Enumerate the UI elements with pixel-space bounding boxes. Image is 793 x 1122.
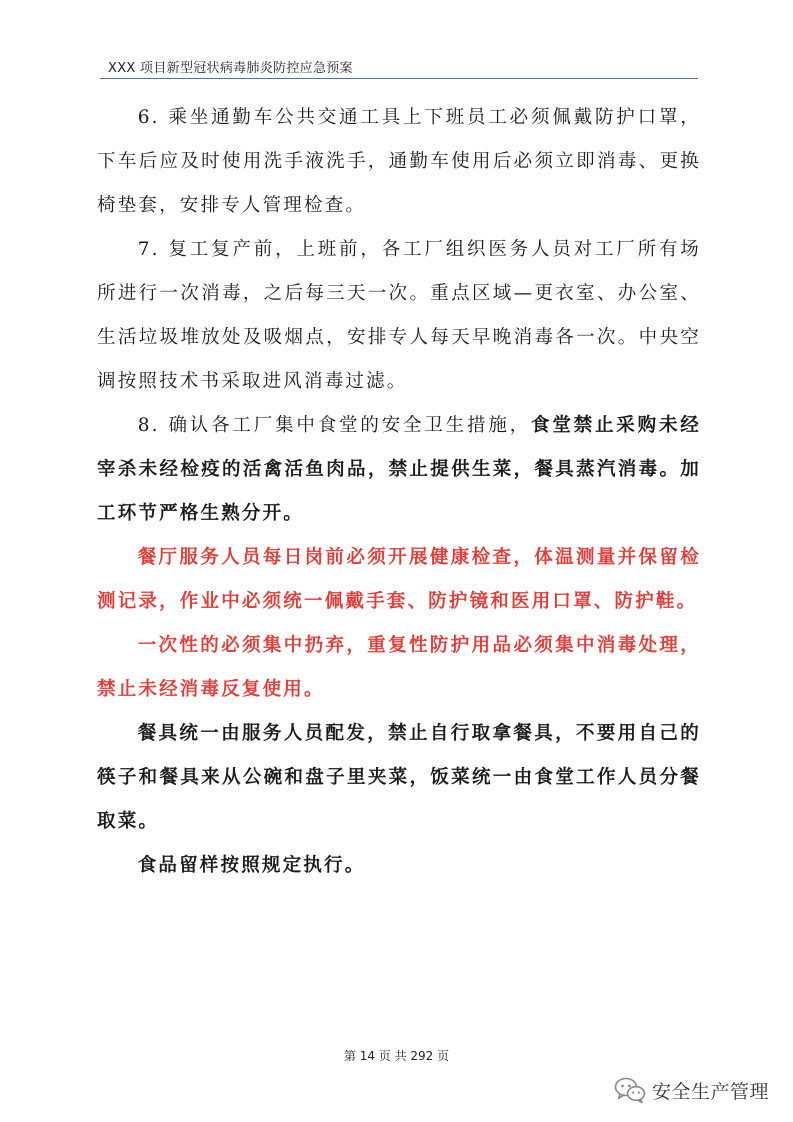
watermark-text: 安全生产管理 bbox=[651, 1080, 769, 1103]
paragraph-tableware: 餐具统一由服务人员配发，禁止自行取拿餐具，不要用自己的筷子和餐具来从公碗和盘子里夹菜，饭菜统一由食堂工作人员分餐取菜。 bbox=[97, 723, 701, 832]
wechat-icon bbox=[614, 1076, 646, 1104]
document-title: XXX 项目新型冠状病毒肺炎防控应急预案 bbox=[108, 61, 353, 76]
paragraph-staff-health-check: 餐厅服务人员每日岗前必须开展健康检查，体温测量并保留检测记录，作业中必须统一佩戴手套、防护镜和医用口罩、防护鞋。 bbox=[97, 547, 701, 612]
paragraph-7: 7. 复工复产前，上班前，各工厂组织医务人员对工厂所有场所进行一次消毒，之后每三天一次。重点区域—更衣室、办公室、生活垃圾堆放处及吸烟点，安排专人每天早晚消毒各一次。中央空调按照技术书采取进风消毒过滤。 bbox=[97, 239, 701, 392]
paragraph-8-lead: 8. 确认各工厂集中食堂的安全卫生措施， bbox=[137, 415, 531, 436]
paragraph-8-emphasis: 食堂禁止采购未经宰杀未经检疫的活禽活鱼肉品，禁止提供生菜，餐具蒸汽消毒。加工环节严格生熟分开。 bbox=[97, 415, 701, 524]
document-body bbox=[97, 96, 701, 888]
page-header bbox=[100, 56, 698, 79]
page-number: 第 14 页 共 292 页 bbox=[343, 1049, 450, 1063]
paragraph-food-samples: 食品留样按照规定执行。 bbox=[137, 855, 366, 876]
paragraph-disposable-items: 一次性的必须集中扔弃，重复性防护用品必须集中消毒处理，禁止未经消毒反复使用。 bbox=[97, 635, 701, 700]
paragraph-6: 6. 乘坐通勤车公共交通工具上下班员工必须佩戴防护口罩，下车后应及时使用洗手液洗手，通勤车使用后必须立即消毒、更换椅垫套，安排专人管理检查。 bbox=[97, 107, 701, 216]
paragraph-8 bbox=[97, 404, 701, 536]
watermark bbox=[614, 1074, 769, 1106]
